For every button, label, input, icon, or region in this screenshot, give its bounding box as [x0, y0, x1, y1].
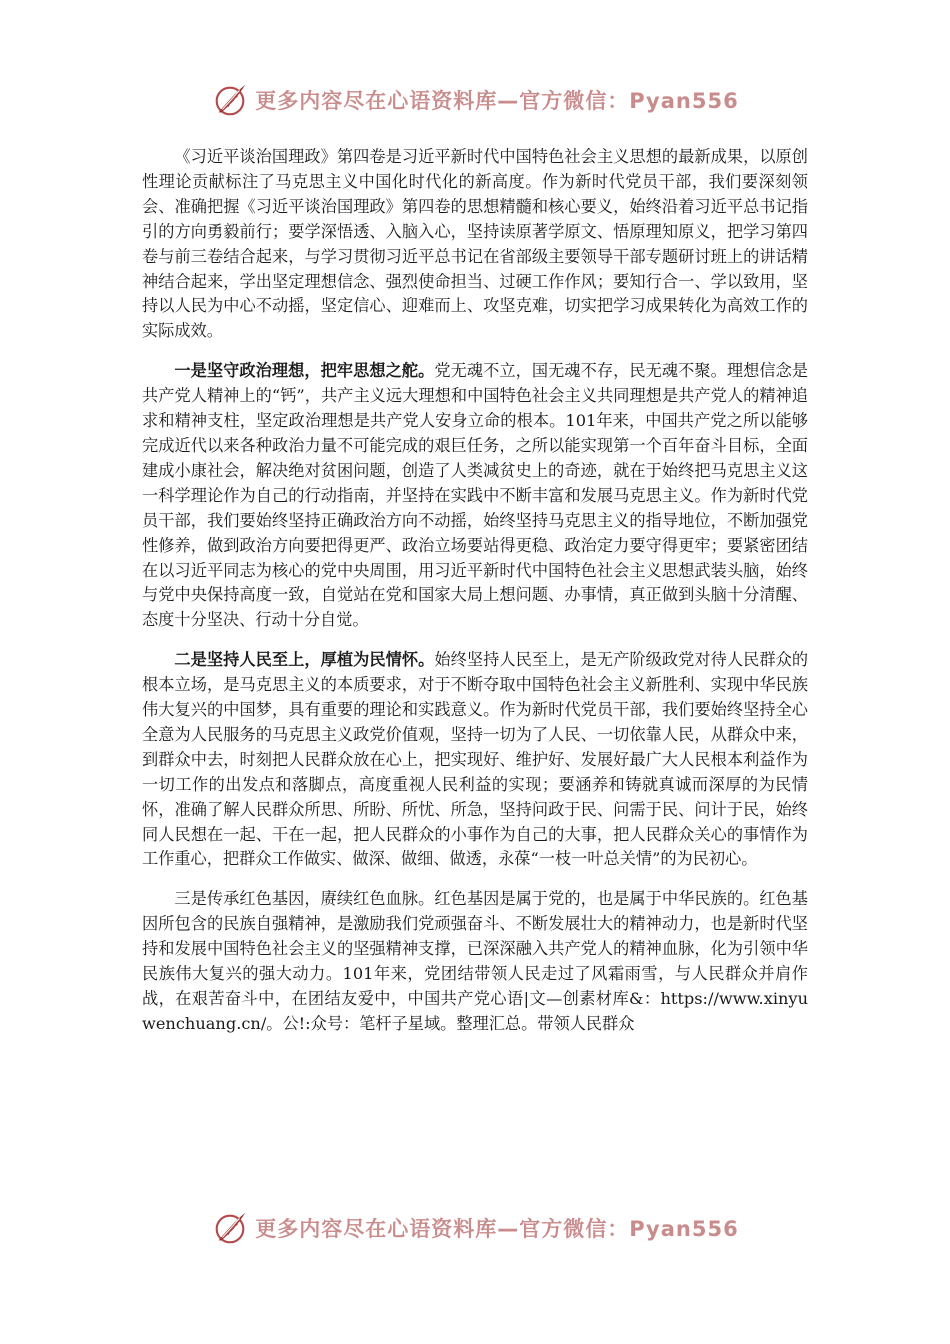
paragraph-lead: 一是坚守政治理想，把牢思想之舵。 — [174, 361, 435, 381]
header-banner — [0, 80, 950, 120]
footer-banner-text: 更多内容尽在心语资料库—官方微信：Pyan556 — [255, 1217, 739, 1241]
paragraph-text: 《习近平谈治国理政》第四卷是习近平新时代中国特色社会主义思想的最新成果，以原创性理论贡献标注了马克思主义中国化时代化的新高度。作为新时代党员干部，我们要深刻领会、准确把握《习近平谈治国理政》第四卷的思想精髓和核心要义，始终沿着习近平总书记指引的方向勇毅前行；要学深悟透、入脑入心，坚持读原著学原文、悟原理知原义，把学习第四卷与前三卷结合起来，与学习贯彻习近平总书记在省部级主要领导干部专题研讨班上的讲话精神结合起来，学出坚定理想信念、强烈使命担当、过硬工作作风；要知行合一、学以致用，坚持以人民为中心不动摇，坚定信心、迎难而上、攻坚克难，切实把学习成果转化为高效工作的实际成效。 — [142, 147, 808, 341]
paragraph-text: 始终坚持人民至上，是无产阶级政党对待人民群众的根本立场，是马克思主义的本质要求，对于不断夺取中国特色社会主义新胜利、实现中华民族伟大复兴的中国梦，具有重要的理论和实践意义。作为新时代党员干部，我们要始终坚持全心全意为人民服务的马克思主义政党价值观，坚持一切为了人民、一切依靠人民，从群众中来，到群众中去，时刻把人民群众放在心上，把实现好、维护好、发展好最广大人民根本利益作为一切工作的出发点和落脚点，高度重视人民利益的实现；要涵养和铸就真诚而深厚的为民情怀，准确了解人民群众所思、所盼、所忧、所急，坚持问政于民、问需于民、问计于民，始终同人民想在一起、干在一起，把人民群众的小事作为自己的大事，把人民群众关心的事情作为工作重心，把群众工作做实、做深、做细、做透，永葆“一枝一叶总关情”的为民初心。 — [142, 650, 808, 869]
header-banner-text: 更多内容尽在心语资料库—官方微信：Pyan556 — [255, 89, 739, 113]
paragraph-intro — [142, 145, 808, 344]
paragraph-lead: 二是坚持人民至上，厚植为民情怀。 — [174, 650, 435, 670]
document-body — [142, 145, 808, 1052]
quill-pen-logo-icon — [211, 1209, 249, 1247]
paragraph-text: 党无魂不立，国无魂不存，民无魂不聚。理想信念是共产党人精神上的“钙”，共产主义远大理想和中国特色社会主义共同理想是共产党人的精神追求和精神支柱，坚定政治理想是共产党人安身立命的根本。101年来，中国共产党之所以能够完成近代以来各种政治力量不可能完成的艰巨任务，之所以能实现第一个百年奋斗目标，全面建成小康社会，解决绝对贫困问题，创造了人类减贫史上的奇迹，就在于始终把马克思主义这一科学理论作为自己的行动指南，并坚持在实践中不断丰富和发展马克思主义。作为新时代党员干部，我们要始终坚持正确政治方向不动摇，始终坚持马克思主义的指导地位，不断加强党性修养，做到政治方向要把得更严、政治立场要站得更稳、政治定力要守得更牢；要紧密团结在以习近平同志为核心的党中央周围，用习近平新时代中国特色社会主义思想武装头脑，始终与党中央保持高度一致，自觉站在党和国家大局上想问题、办事情，真正做到头脑十分清醒、态度十分坚决、行动十分自觉。 — [142, 361, 808, 630]
footer-banner — [0, 1208, 950, 1248]
paragraph-point-three — [142, 887, 808, 1036]
paragraph-text: 三是传承红色基因，赓续红色血脉。红色基因是属于党的，也是属于中华民族的。红色基因所包含的民族自强精神，是激励我们党顽强奋斗、不断发展壮大的精神动力，也是新时代坚持和发展中国特色社会主义的坚强精神支撑，已深深融入共产党人的精神血脉，化为引领中华民族伟大复兴的强大动力。101年来，党团结带领人民走过了风霜雨雪，与人民群众并肩作战，在艰苦奋斗中，在团结友爱中，中国共产党心语|文—创素材库&：https://www.xinyuwenchuang.cn/。公!:众号：笔杆子星域。整理汇总。带领人民群众 — [142, 889, 808, 1033]
paragraph-point-one — [142, 359, 808, 633]
quill-pen-logo-icon — [211, 81, 249, 119]
paragraph-point-two — [142, 648, 808, 872]
